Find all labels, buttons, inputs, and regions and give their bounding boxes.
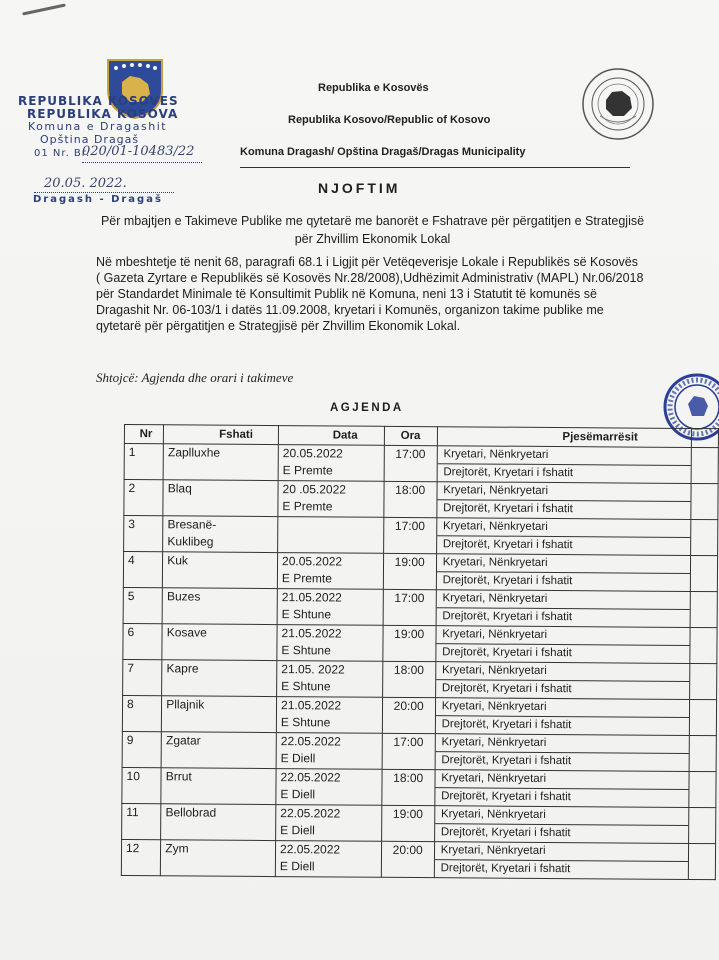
participants-line-2: Drejtorët, Kryetari i fshatit — [442, 574, 573, 588]
village-name: Buzes — [166, 589, 201, 604]
cell-nr — [122, 695, 161, 731]
cell-village — [163, 444, 278, 481]
cell-village — [161, 768, 276, 805]
meeting-day: E Diell — [280, 787, 316, 802]
participants-line-2: Drejtorët, Kryetari i fshatit — [442, 538, 573, 552]
cell-time — [383, 517, 436, 553]
cell-participants — [437, 482, 691, 520]
meeting-date: 22.05.2022 — [280, 806, 341, 821]
village-name: Brrut — [165, 769, 192, 784]
table-row — [124, 444, 718, 484]
cell-participants — [436, 554, 690, 592]
agenda-table — [121, 424, 719, 880]
participants-line-1: Kryetari, Nënkryetari — [436, 626, 689, 646]
meeting-day: E Diell — [280, 823, 315, 838]
document-title: NJOFTIM — [318, 180, 401, 196]
header-nr: Nr — [124, 425, 163, 444]
header-empty — [691, 428, 718, 447]
meeting-date: 20.05.2022 — [282, 554, 343, 569]
cell-date — [277, 625, 383, 662]
cell-village — [163, 516, 278, 553]
cell-time — [382, 625, 435, 661]
cell-date — [276, 733, 382, 770]
meeting-day — [282, 534, 383, 552]
village-name-line-2: Kuklibeg — [167, 534, 214, 549]
row-number: 11 — [126, 805, 139, 820]
participants-line-2: Drejtorët, Kryetari i fshatit — [443, 466, 574, 480]
table-row — [123, 623, 717, 663]
document-subtitle: Për mbajtjen e Takimeve Publike me qytetarë me banorët e Fshatrave për përgatitjen e Strategjisë për Zhvillim Ekonomik Lokal — [100, 214, 645, 246]
participants-line-1: Kryetari, Nënkryetari — [437, 518, 690, 538]
handwritten-date: 20.05. 2022. — [44, 176, 127, 191]
stamp-line-3: Komuna e Dragashit — [28, 120, 168, 133]
participants-line-1: Kryetari, Nënkryetari — [437, 446, 690, 466]
meeting-date: 21.05.2022 — [281, 698, 342, 713]
cell-nr — [124, 480, 163, 516]
meeting-day: E Diell — [280, 751, 316, 766]
cell-village — [162, 588, 277, 625]
cell-nr — [123, 623, 162, 659]
cell-date — [278, 481, 384, 518]
meeting-date: 22.05.2022 — [280, 770, 341, 785]
header-line-1: Republika e Kosovës — [318, 82, 429, 94]
meeting-time: 17:00 — [393, 734, 424, 750]
header-participants: Pjesëmarrësit — [437, 427, 691, 448]
cell-nr — [123, 659, 162, 695]
participants-line-2: Drejtorët, Kryetari i fshatit — [440, 826, 571, 840]
meeting-time: 17:00 — [394, 518, 426, 534]
meeting-time: 18:00 — [393, 770, 424, 786]
participants-line-1: Kryetari, Nënkryetari — [437, 482, 690, 502]
header-date: Data — [278, 426, 384, 446]
cell-empty — [688, 843, 715, 879]
cell-nr — [122, 731, 161, 767]
meeting-date: 21.05.2022 — [281, 590, 342, 605]
stamp-place: Dragash - Dragaš — [33, 194, 163, 205]
handwritten-protocol-number: 020/01-10483/22 — [82, 144, 195, 159]
cell-village — [162, 696, 277, 733]
meeting-time: 19:00 — [394, 554, 425, 570]
meeting-time: 19:00 — [392, 806, 424, 822]
cell-empty — [691, 483, 718, 519]
table-row — [122, 731, 716, 771]
cell-time — [382, 697, 435, 733]
cell-empty — [690, 519, 717, 555]
stamp-line-1: REPUBLIKA KOSOVES — [18, 94, 179, 108]
table-row — [122, 695, 716, 735]
village-name: Blaq — [167, 481, 192, 496]
cell-participants — [435, 662, 689, 700]
dotted-line — [34, 192, 174, 193]
annex-note: Shtojcë: Agjenda dhe orari i takimeve — [96, 370, 294, 385]
cell-date — [278, 517, 384, 554]
cell-participants — [436, 518, 690, 556]
cell-village — [161, 840, 276, 877]
meeting-time: 20:00 — [393, 698, 424, 714]
stamp-nr-label: 01 Nr. Br. — [34, 148, 91, 159]
stamp-line-4: Opština Dragaš — [40, 133, 140, 146]
cell-time — [381, 805, 434, 841]
village-name: Pllajnik — [166, 697, 205, 712]
cell-date — [278, 445, 384, 482]
cell-village — [163, 480, 278, 517]
village-name: Kuk — [167, 553, 189, 568]
row-number: 2 — [128, 481, 136, 496]
cell-nr — [124, 516, 163, 552]
cell-time — [383, 553, 436, 589]
row-number: 12 — [125, 841, 140, 856]
participants-line-2: Drejtorët, Kryetari i fshatit — [442, 646, 572, 660]
participants-line-1: Kryetari, Nënkryetari — [435, 842, 688, 862]
cell-nr — [123, 552, 162, 588]
meeting-date — [282, 517, 383, 535]
cell-nr — [124, 444, 163, 480]
meeting-time: 18:00 — [393, 662, 425, 678]
cell-village — [162, 624, 277, 661]
meeting-date: 21.05.2022 — [281, 626, 342, 641]
village-name: Zym — [165, 841, 189, 856]
municipality-seal-icon — [580, 66, 656, 142]
cell-time — [384, 445, 437, 481]
meeting-time: 17:00 — [394, 590, 425, 606]
table-row — [124, 480, 718, 520]
cell-participants — [435, 770, 689, 808]
agenda-title: AGJENDA — [330, 402, 404, 414]
cell-date — [277, 589, 383, 626]
participants-line-2: Drejtorët, Kryetari i fshatit — [441, 682, 572, 696]
cell-nr — [121, 839, 160, 875]
meeting-day: E Shtune — [280, 715, 331, 730]
village-name: Bellobrad — [165, 805, 217, 820]
participants-line-1: Kryetari, Nënkryetari — [437, 554, 690, 574]
village-name: Zaplluxhe — [167, 445, 221, 460]
participants-line-2: Drejtorët, Kryetari i fshatit — [441, 754, 572, 768]
participants-line-1: Kryetari, Nënkryetari — [435, 734, 688, 754]
meeting-time: 19:00 — [394, 626, 425, 642]
row-number: 8 — [126, 697, 134, 712]
cell-participants — [436, 626, 690, 664]
cell-time — [383, 589, 436, 625]
cell-empty — [688, 807, 715, 843]
cell-village — [163, 552, 278, 589]
cell-participants — [436, 590, 690, 628]
meeting-day: E Shtune — [281, 607, 332, 622]
participants-line-2: Drejtorët, Kryetari i fshatit — [442, 610, 573, 624]
meeting-date: 22.05.2022 — [280, 842, 341, 857]
cell-time — [382, 661, 435, 697]
meeting-date: 22.05.2022 — [280, 734, 341, 749]
cell-date — [277, 553, 383, 590]
table-row — [123, 587, 717, 627]
meeting-date: 20 .05.2022 — [282, 482, 347, 497]
cell-date — [276, 805, 382, 842]
meeting-day: E Shtune — [281, 643, 331, 658]
stamp-line-2: REPUBLIKA KOSOVA — [27, 107, 179, 121]
meeting-day: E Diell — [279, 859, 315, 874]
village-name: Zgatar — [165, 733, 201, 748]
participants-line-2: Drejtorët, Kryetari i fshatit — [441, 718, 572, 732]
cell-empty — [690, 555, 717, 591]
cell-nr — [123, 587, 162, 623]
village-name: Kapre — [166, 661, 199, 676]
cell-village — [162, 660, 277, 697]
table-row — [124, 516, 718, 556]
cell-nr — [122, 767, 161, 803]
cell-date — [275, 841, 381, 878]
cell-time — [382, 733, 435, 769]
row-number: 4 — [128, 553, 135, 568]
meeting-day: E Shtune — [281, 679, 331, 694]
table-row — [123, 659, 717, 699]
cell-date — [276, 769, 382, 806]
cell-empty — [690, 627, 717, 663]
table-row — [122, 767, 716, 807]
row-number: 10 — [126, 769, 140, 784]
row-number: 9 — [126, 733, 134, 748]
cell-empty — [690, 591, 717, 627]
participants-line-2: Drejtorët, Kryetari i fshatit — [443, 502, 573, 516]
village-name: Bresanë- — [167, 517, 217, 532]
header-village: Fshati — [164, 425, 279, 445]
pen-mark — [22, 3, 66, 15]
dotted-line — [82, 162, 202, 163]
meeting-date: 21.05. 2022 — [281, 662, 345, 677]
participants-line-1: Kryetari, Nënkryetari — [435, 806, 688, 826]
cell-empty — [689, 735, 716, 771]
participants-line-2: Drejtorët, Kryetari i fshatit — [441, 790, 571, 804]
village-name: Kosave — [166, 625, 207, 640]
meeting-day: E Premte — [282, 499, 333, 514]
table-row — [121, 839, 715, 879]
cell-empty — [689, 699, 716, 735]
cell-empty — [689, 771, 716, 807]
cell-date — [276, 697, 382, 734]
header-rule — [240, 167, 630, 168]
cell-time — [381, 841, 434, 877]
cell-participants — [437, 446, 691, 484]
meeting-time: 20:00 — [392, 842, 423, 858]
cell-empty — [689, 663, 716, 699]
table-row — [122, 803, 716, 843]
participants-line-2: Drejtorët, Kryetari i fshatit — [440, 862, 571, 876]
cell-nr — [122, 803, 161, 839]
participants-line-1: Kryetari, Nënkryetari — [436, 662, 689, 682]
cell-date — [277, 661, 383, 698]
participants-line-1: Kryetari, Nënkryetari — [436, 590, 689, 610]
row-number: 7 — [127, 661, 135, 676]
cell-participants — [434, 806, 688, 844]
table-row — [123, 552, 717, 592]
cell-empty — [691, 447, 718, 483]
cell-village — [161, 804, 276, 841]
row-number: 1 — [128, 445, 136, 460]
cell-participants — [435, 698, 689, 736]
header-time: Ora — [384, 426, 437, 445]
row-number: 6 — [127, 625, 135, 640]
meeting-date: 20.05.2022 — [282, 446, 343, 461]
row-number: 5 — [127, 589, 135, 604]
document-body: Në mbeshtetje të nenit 68, paragrafi 68.1 i Ligjit për Vetëqeverisje Lokale i Republikës së Kosovës ( Gazeta Zyrtare e Republikës së Kosovës Nr.28/2008),Udhëzimit Administrativ (MAPL) Nr.06/2018 për Standardet Minimale të Konsultimit Publik në Komuna, neni 13 i Statutit të komunës së Dragashit Nr. 06-103/1 i datës 11.09.2008, kryetari i Komunës, organizon takime publike me qytetarë për përgatitjen e Strategjisë për Zhvillim Ekonomik Lokal. — [96, 255, 644, 333]
row-number: 3 — [128, 517, 136, 532]
meeting-time: 17:00 — [395, 446, 426, 462]
cell-village — [161, 732, 276, 769]
cell-participants — [434, 842, 688, 880]
header-line-3: Komuna Dragash/ Opština Dragaš/Dragas Municipality — [240, 146, 526, 158]
cell-time — [381, 769, 434, 805]
cell-time — [383, 481, 436, 517]
participants-line-1: Kryetari, Nënkryetari — [435, 770, 688, 790]
participants-line-1: Kryetari, Nënkryetari — [436, 698, 689, 718]
meeting-time: 18:00 — [395, 482, 426, 498]
cell-participants — [435, 734, 689, 772]
header-line-2: Republika Kosovo/Republic of Kosovo — [288, 114, 491, 126]
meeting-day: E Premte — [282, 463, 333, 478]
meeting-day: E Premte — [281, 571, 333, 586]
